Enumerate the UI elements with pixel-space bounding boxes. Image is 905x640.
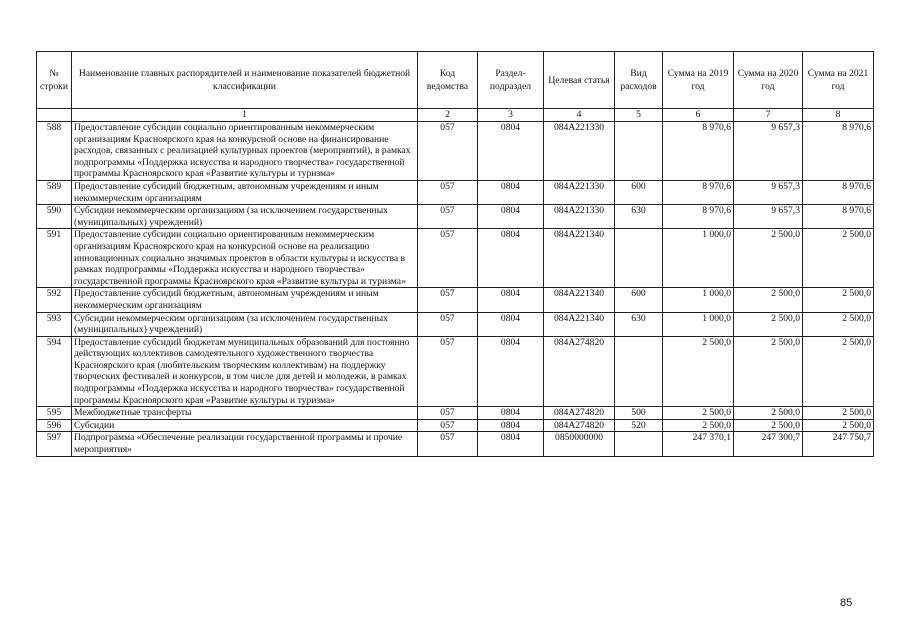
department-code: 057 bbox=[418, 205, 478, 229]
sum-2021: 2 500,0 bbox=[803, 288, 874, 312]
target-article: 084A221340 bbox=[544, 288, 615, 312]
section-code: 0804 bbox=[478, 180, 544, 204]
column-number: 5 bbox=[615, 109, 663, 122]
sum-2021: 2 500,0 bbox=[803, 407, 874, 420]
sum-2021: 8 970,6 bbox=[803, 122, 874, 181]
column-number-row bbox=[37, 109, 874, 122]
row-name: Предоставление субсидии социально ориентированным некоммерческим организациям Красноярского края на конкурсной основе на реализацию инновационных социально значимых проектов в области культуры и искусства в рамках подпрограммы «Поддержка искусства и народного творчества» государственной программы Красноярского края «Развитие культуры и туризма» bbox=[72, 229, 418, 288]
row-number: 596 bbox=[37, 419, 72, 432]
table-header bbox=[37, 52, 874, 109]
row-number: 592 bbox=[37, 288, 72, 312]
table-row bbox=[37, 288, 874, 312]
section-code: 0804 bbox=[478, 407, 544, 420]
section-code: 0804 bbox=[478, 122, 544, 181]
section-code: 0804 bbox=[478, 432, 544, 456]
table-row bbox=[37, 336, 874, 407]
table-row bbox=[37, 205, 874, 229]
target-article: 084A221330 bbox=[544, 180, 615, 204]
row-name: Межбюджетные трансферты bbox=[72, 407, 418, 420]
expense-type: 630 bbox=[615, 205, 663, 229]
column-number: 2 bbox=[418, 109, 478, 122]
section-code: 0804 bbox=[478, 312, 544, 336]
sum-2021: 8 970,6 bbox=[803, 180, 874, 204]
row-name: Субсидии некоммерческим организациям (за исключением государственных (муниципальных) учреждений) bbox=[72, 205, 418, 229]
table-row bbox=[37, 419, 874, 432]
row-name: Субсидии некоммерческим организациям (за исключением государственных (муниципальных) учреждений) bbox=[72, 312, 418, 336]
table-row bbox=[37, 122, 874, 181]
header-expense-type: Вид расходов bbox=[615, 52, 663, 109]
row-name: Подпрограмма «Обеспечение реализации государственной программы и прочие мероприятия» bbox=[72, 432, 418, 456]
target-article: 084A221340 bbox=[544, 229, 615, 288]
department-code: 057 bbox=[418, 312, 478, 336]
expense-type: 520 bbox=[615, 419, 663, 432]
table-row bbox=[37, 312, 874, 336]
row-name: Предоставление субсидий бюджетным, автономным учреждениям и иным некоммерческим организациям bbox=[72, 288, 418, 312]
row-number: 590 bbox=[37, 205, 72, 229]
target-article: 084A221340 bbox=[544, 312, 615, 336]
section-code: 0804 bbox=[478, 419, 544, 432]
sum-2019: 8 970,6 bbox=[663, 122, 734, 181]
sum-2019: 1 000,0 bbox=[663, 312, 734, 336]
header-section: Раздел-подраздел bbox=[478, 52, 544, 109]
header-sum-2021: Сумма на 2021 год bbox=[803, 52, 874, 109]
column-number: 8 bbox=[803, 109, 874, 122]
expense-type bbox=[615, 336, 663, 407]
section-code: 0804 bbox=[478, 205, 544, 229]
sum-2020: 2 500,0 bbox=[734, 312, 803, 336]
row-number: 589 bbox=[37, 180, 72, 204]
target-article: 084A274820 bbox=[544, 419, 615, 432]
sum-2020: 2 500,0 bbox=[734, 288, 803, 312]
department-code: 057 bbox=[418, 419, 478, 432]
header-sum-2019: Сумма на 2019 год bbox=[663, 52, 734, 109]
sum-2019: 1 000,0 bbox=[663, 288, 734, 312]
sum-2020: 9 657,3 bbox=[734, 205, 803, 229]
department-code: 057 bbox=[418, 407, 478, 420]
sum-2019: 247 370,1 bbox=[663, 432, 734, 456]
section-code: 0804 bbox=[478, 336, 544, 407]
column-number bbox=[37, 109, 72, 122]
row-number: 591 bbox=[37, 229, 72, 288]
sum-2019: 2 500,0 bbox=[663, 407, 734, 420]
section-code: 0804 bbox=[478, 229, 544, 288]
row-name: Предоставление субсидий бюджетным, автономным учреждениям и иным некоммерческим организациям bbox=[72, 180, 418, 204]
expense-type bbox=[615, 229, 663, 288]
sum-2020: 9 657,3 bbox=[734, 180, 803, 204]
target-article: 0850000000 bbox=[544, 432, 615, 456]
sum-2021: 2 500,0 bbox=[803, 419, 874, 432]
sum-2021: 2 500,0 bbox=[803, 336, 874, 407]
header-sum-2020: Сумма на 2020 год bbox=[734, 52, 803, 109]
target-article: 084A221330 bbox=[544, 205, 615, 229]
sum-2020: 9 657,3 bbox=[734, 122, 803, 181]
row-number: 595 bbox=[37, 407, 72, 420]
expense-type bbox=[615, 122, 663, 181]
table-row bbox=[37, 432, 874, 456]
sum-2021: 247 750,7 bbox=[803, 432, 874, 456]
sum-2019: 8 970,6 bbox=[663, 180, 734, 204]
sum-2020: 2 500,0 bbox=[734, 407, 803, 420]
sum-2020: 2 500,0 bbox=[734, 336, 803, 407]
target-article: 084A274820 bbox=[544, 407, 615, 420]
department-code: 057 bbox=[418, 288, 478, 312]
row-name: Предоставление субсидии социально ориентированным некоммерческим организациям Красноярского края на конкурсной основе на финансирование расходов, связанных с реализацией культурных проектов (мероприятий), в рамках подпрограммы «Поддержка искусства и народного творчества» государственной программы Красноярского края «Развитие культуры и туризма» bbox=[72, 122, 418, 181]
target-article: 084A274820 bbox=[544, 336, 615, 407]
header-department-code: Код ведомства bbox=[418, 52, 478, 109]
row-number: 597 bbox=[37, 432, 72, 456]
sum-2020: 247 300,7 bbox=[734, 432, 803, 456]
sum-2021: 8 970,6 bbox=[803, 205, 874, 229]
sum-2019: 8 970,6 bbox=[663, 205, 734, 229]
department-code: 057 bbox=[418, 336, 478, 407]
table-row bbox=[37, 229, 874, 288]
section-code: 0804 bbox=[478, 288, 544, 312]
expense-type: 600 bbox=[615, 180, 663, 204]
sum-2019: 2 500,0 bbox=[663, 419, 734, 432]
budget-table bbox=[36, 51, 874, 457]
row-number: 594 bbox=[37, 336, 72, 407]
expense-type: 630 bbox=[615, 312, 663, 336]
table-body bbox=[37, 109, 874, 457]
column-number: 4 bbox=[544, 109, 615, 122]
header-target-article: Целевая статья bbox=[544, 52, 615, 109]
column-number: 6 bbox=[663, 109, 734, 122]
row-number: 593 bbox=[37, 312, 72, 336]
row-number: 588 bbox=[37, 122, 72, 181]
row-name: Субсидии bbox=[72, 419, 418, 432]
department-code: 057 bbox=[418, 180, 478, 204]
header-row-number: № строки bbox=[37, 52, 72, 109]
page-number: 85 bbox=[840, 597, 853, 609]
target-article: 084A221330 bbox=[544, 122, 615, 181]
sum-2020: 2 500,0 bbox=[734, 419, 803, 432]
expense-type bbox=[615, 432, 663, 456]
sum-2020: 2 500,0 bbox=[734, 229, 803, 288]
column-number: 3 bbox=[478, 109, 544, 122]
expense-type: 500 bbox=[615, 407, 663, 420]
sum-2019: 2 500,0 bbox=[663, 336, 734, 407]
row-name: Предоставление субсидий бюджетам муниципальных образований для постоянно действующих коллективов самодеятельного художественного творчества Красноярского края (любительским творческим коллективам) на поддержку творческих фестивалей и конкурсов, в том числе для детей и молодежи, в рамках подпрограммы «Поддержка искусства и народного творчества» государственной программы Красноярского края «Развитие культуры и туризма» bbox=[72, 336, 418, 407]
column-number: 7 bbox=[734, 109, 803, 122]
table-row bbox=[37, 407, 874, 420]
department-code: 057 bbox=[418, 432, 478, 456]
department-code: 057 bbox=[418, 229, 478, 288]
sum-2021: 2 500,0 bbox=[803, 229, 874, 288]
sum-2019: 1 000,0 bbox=[663, 229, 734, 288]
department-code: 057 bbox=[418, 122, 478, 181]
column-number: 1 bbox=[72, 109, 418, 122]
header-name: Наименование главных распорядителей и наименование показателей бюджетной классификации bbox=[72, 52, 418, 109]
sum-2021: 2 500,0 bbox=[803, 312, 874, 336]
expense-type: 600 bbox=[615, 288, 663, 312]
table-row bbox=[37, 180, 874, 204]
